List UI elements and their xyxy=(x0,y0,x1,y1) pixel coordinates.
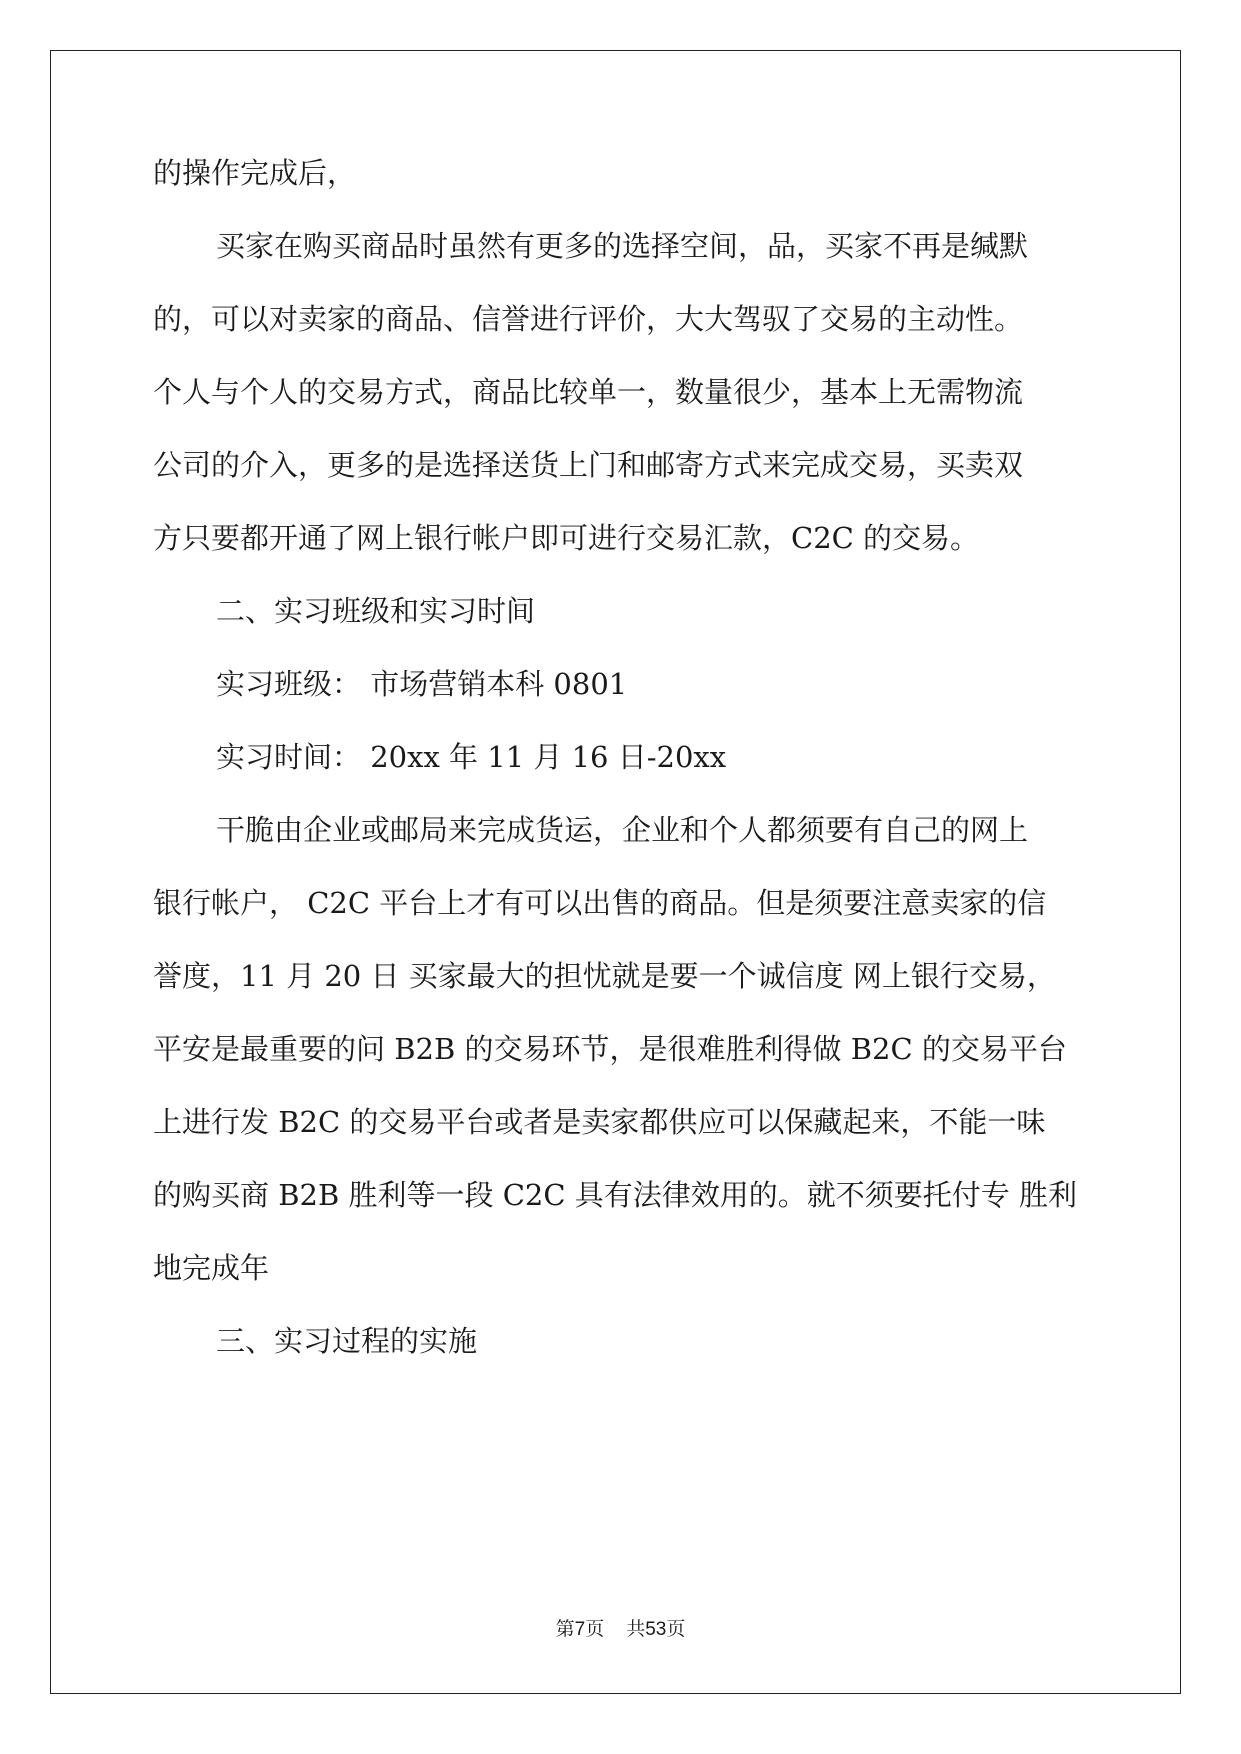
body-line: 的，可以对卖家的商品、信誉进行评价，大大驾驭了交易的主动性。 xyxy=(153,302,1024,336)
page-number: 7 xyxy=(574,1619,586,1640)
body-line: 方只要都开通了网上银行帐户即可进行交易汇款，C2C 的交易。 xyxy=(153,521,980,555)
footer-page-unit: 页 xyxy=(585,1618,605,1640)
page-border xyxy=(50,50,1181,1694)
body-line: 的操作完成后， xyxy=(153,156,357,190)
footer-total-prefix: 共 xyxy=(626,1618,646,1640)
section-heading: 三、实习过程的实施 xyxy=(216,1324,478,1358)
body-line: 平安是最重要的问 B2B 的交易环节，是很难胜利得做 B2C 的交易平台 xyxy=(153,1032,1067,1066)
body-line: 上进行发 B2C 的交易平台或者是卖家都供应可以保藏起来，不能一味 xyxy=(153,1105,1046,1139)
body-line: 公司的介入，更多的是选择送货上门和邮寄方式来完成交易，买卖双 xyxy=(153,448,1024,482)
body-line: 干脆由企业或邮局来完成货运，企业和个人都须要有自己的网上 xyxy=(216,813,1029,847)
footer-prefix: 第 xyxy=(555,1618,575,1640)
page-footer xyxy=(0,1617,1241,1642)
body-line: 买家在购买商品时虽然有更多的选择空间，品，买家不再是缄默 xyxy=(216,229,1029,263)
total-pages: 53 xyxy=(645,1619,667,1640)
body-line: 地完成年 xyxy=(153,1251,270,1285)
footer-total-unit: 页 xyxy=(666,1618,686,1640)
body-line: 个人与个人的交易方式，商品比较单一，数量很少，基本上无需物流 xyxy=(153,375,1024,409)
body-line: 誉度，11 月 20 日 买家最大的担忧就是要一个诚信度 网上银行交易， xyxy=(153,959,1056,993)
body-line: 实习班级： 市场营销本科 0801 xyxy=(216,667,628,701)
body-line: 实习时间： 20xx 年 11 月 16 日-20xx xyxy=(216,740,727,774)
body-line: 银行帐户， C2C 平台上才有可以出售的商品。但是须要注意卖家的信 xyxy=(153,886,1047,920)
body-line: 的购买商 B2B 胜利等一段 C2C 具有法律效用的。就不须要托付专 胜利 xyxy=(153,1178,1077,1212)
section-heading: 二、实习班级和实习时间 xyxy=(216,594,536,628)
